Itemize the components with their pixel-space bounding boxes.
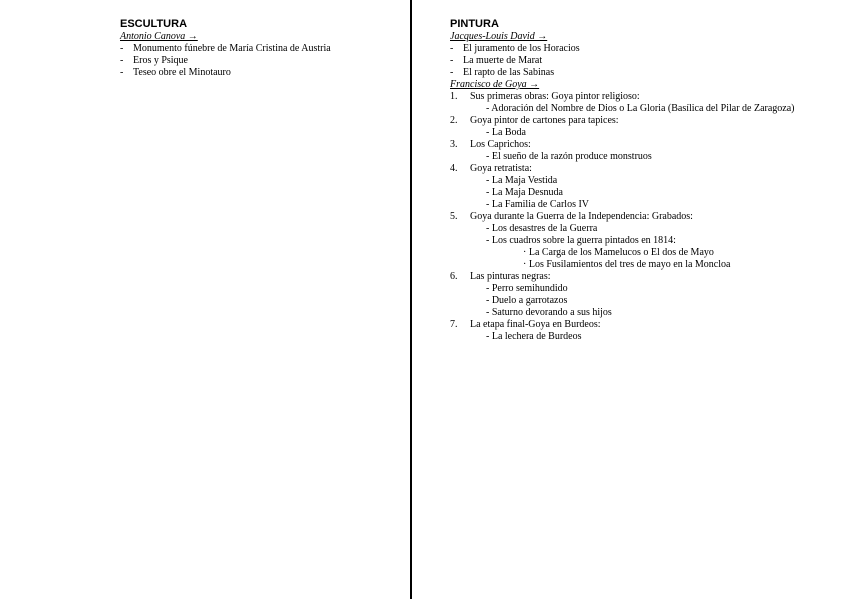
goya-period-3: 3. Los Caprichos: bbox=[450, 139, 531, 150]
goya-period-2: 2. Goya pintor de cartones para tapices: bbox=[450, 115, 619, 126]
painting-heading: PINTURA bbox=[450, 18, 499, 30]
artwork-item: - Los cuadros sobre la guerra pintados en 1814: bbox=[486, 235, 676, 246]
artwork-item: - Saturno devorando a sus hijos bbox=[486, 307, 612, 318]
artwork-item: - El sueño de la razón produce monstruos bbox=[486, 151, 652, 162]
goya-period-1: 1. Sus primeras obras: Goya pintor religioso: bbox=[450, 91, 640, 102]
list-item: - El rapto de las Sabinas bbox=[450, 67, 555, 78]
artwork-item: - La Familia de Carlos IV bbox=[486, 199, 590, 210]
goya-period-6: 6. Las pinturas negras: bbox=[450, 271, 551, 282]
artwork-item: - Perro semihundido bbox=[486, 283, 568, 294]
list-item: - El juramento de los Horacios bbox=[450, 43, 580, 54]
author-david: Jacques-Louis David → bbox=[450, 31, 548, 42]
sculpture-heading: ESCULTURA bbox=[120, 18, 188, 30]
list-item: - Eros y Psique bbox=[120, 55, 188, 66]
sculpture-column bbox=[120, 18, 400, 79]
artwork-subitem: · Los Fusilamientos del tres de mayo en la Moncloa bbox=[523, 259, 731, 270]
goya-period-4: 4. Goya retratista: bbox=[450, 163, 532, 174]
artwork-item: - La Maja Vestida bbox=[486, 175, 558, 186]
artwork-item: - Los desastres de la Guerra bbox=[486, 223, 598, 234]
artwork-subitem: · La Carga de los Mamelucos o El dos de Mayo bbox=[523, 247, 714, 258]
list-item: - La muerte de Marat bbox=[450, 55, 543, 66]
list-item: - Teseo obre el Minotauro bbox=[120, 67, 231, 78]
goya-period-7: 7. La etapa final-Goya en Burdeos: bbox=[450, 319, 601, 330]
author-canova: Antonio Canova → bbox=[120, 31, 198, 42]
artwork-item: - La Maja Desnuda bbox=[486, 187, 563, 198]
goya-period-5: 5. Goya durante la Guerra de la Independencia: Grabados: bbox=[450, 211, 693, 222]
author-goya: Francisco de Goya → bbox=[450, 79, 540, 90]
artwork-item: - La Boda bbox=[486, 127, 526, 138]
artwork-item: - La lechera de Burdeos bbox=[486, 331, 582, 342]
artwork-item: - Duelo a garrotazos bbox=[486, 295, 568, 306]
artwork-item: - Adoración del Nombre de Dios o La Gloria (Basílica del Pilar de Zaragoza) bbox=[486, 103, 795, 114]
page-divider bbox=[410, 0, 412, 599]
painting-column bbox=[450, 18, 845, 343]
list-item: - Monumento fúnebre de María Cristina de Austria bbox=[120, 43, 331, 54]
